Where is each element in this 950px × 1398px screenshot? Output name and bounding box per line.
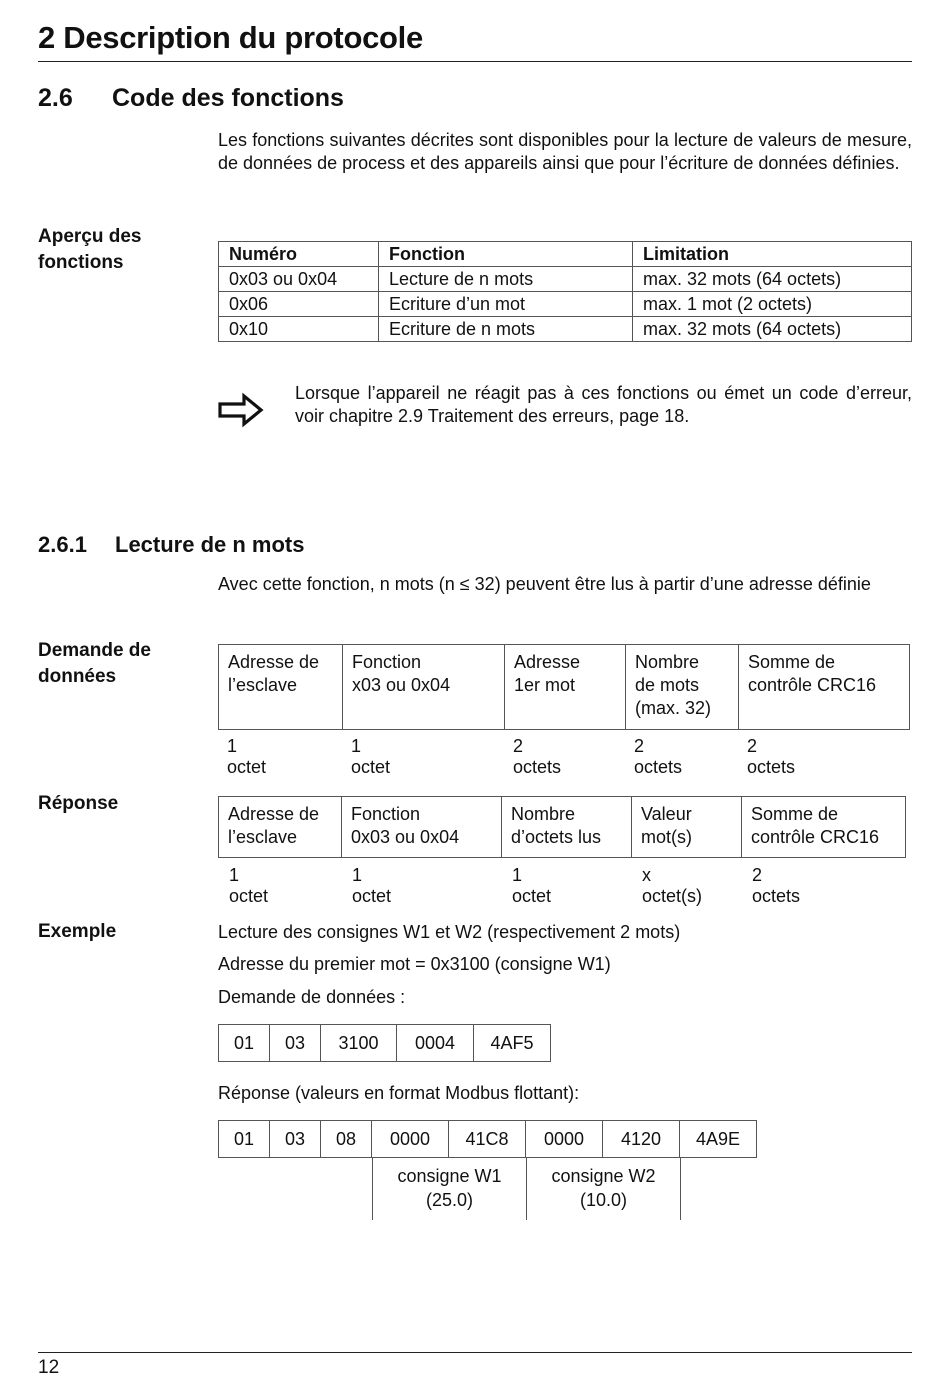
request-frame [218, 644, 910, 730]
cell-line: 1er mot [514, 675, 576, 695]
request-function-cell [343, 645, 505, 730]
example-line2: Adresse du premier mot = 0x3100 (consigne W1) [218, 954, 611, 974]
size-label: 1 octet [229, 865, 269, 906]
w1-value: (25.0) [425, 1190, 474, 1210]
table-cell: Ecriture d’un mot [379, 292, 633, 317]
table-row [219, 1121, 757, 1158]
note-text: Lorsque l’appareil ne réagit pas à ces fonctions ou émet un code d’erreur, voir chapitre 2.9 Traitement des erreurs, page 18. [295, 383, 912, 426]
cell-line [228, 651, 333, 674]
table-cell: max. 32 mots (64 octets) [633, 267, 912, 292]
cell-line: mot(s) [641, 827, 692, 847]
response-function-cell [342, 797, 502, 858]
byte-cell: 08 [321, 1121, 372, 1158]
response-value-cell [632, 797, 742, 858]
function-table [218, 241, 912, 342]
size-label: 2 octets [752, 865, 801, 906]
example-label: Exemple [38, 921, 117, 942]
request-slave-address-cell [219, 645, 343, 730]
byte-cell: 03 [270, 1025, 321, 1062]
example-request-bytes [218, 1024, 551, 1062]
size-label: 2 octets [513, 736, 562, 777]
w2-label: consigne W2 [551, 1166, 656, 1186]
table-row [219, 797, 906, 858]
byte-cell: 03 [270, 1121, 321, 1158]
w2-caption [527, 1164, 680, 1212]
response-label: Réponse [38, 793, 119, 814]
cell-line: l’esclave [228, 827, 298, 847]
byte-cell: 41C8 [449, 1121, 526, 1158]
subsection-number: 2.6.1 [38, 532, 87, 557]
cell-line: Fonction [352, 652, 422, 672]
request-label-line2: données [38, 666, 117, 687]
request-crc-cell [739, 645, 910, 730]
response-slave-address-cell [219, 797, 342, 858]
cell-line: l’esclave [228, 675, 298, 695]
cell-line: Nombre [511, 804, 576, 824]
cell-line: Nombre [635, 652, 700, 672]
byte-cell: 4AF5 [474, 1025, 551, 1062]
size-label: 2 octets [634, 736, 683, 777]
table-header: Limitation [633, 242, 912, 267]
byte-cell: 0000 [526, 1121, 603, 1158]
size-label: x octet(s) [642, 865, 703, 906]
request-label [38, 638, 198, 690]
request-label-line1: Demande de [38, 640, 151, 661]
size-label: 1 octet [227, 736, 267, 777]
cell-line: de mots [635, 675, 700, 695]
request-word-count-cell [626, 645, 739, 730]
arrow-right-icon [218, 392, 264, 433]
byte-cell: 0004 [397, 1025, 474, 1062]
table-cell: 0x06 [219, 292, 379, 317]
byte-cell: 01 [219, 1025, 270, 1062]
cell-line: contrôle CRC16 [748, 675, 877, 695]
cell-line: Valeur [641, 804, 692, 824]
cell-line: contrôle CRC16 [751, 827, 880, 847]
cell-line: 0x03 ou 0x04 [351, 827, 460, 847]
w2-value: (10.0) [579, 1190, 628, 1210]
section-number: 2.6 [38, 84, 73, 112]
cell-line: Adresse [514, 652, 581, 672]
size-label: 1 octet [352, 865, 392, 906]
table-cell: max. 1 mot (2 octets) [633, 292, 912, 317]
cell-line: d’octets lus [511, 827, 602, 847]
request-first-word-cell [505, 645, 626, 730]
overview-label-line2: fonctions [38, 252, 124, 273]
page-number: 12 [38, 1357, 60, 1378]
cell-line: Fonction [351, 804, 421, 824]
response-frame [218, 796, 906, 858]
table-cell: Lecture de n mots [379, 267, 633, 292]
subsection-intro: Avec cette fonction, n mots (n ≤ 32) peuvent être lus à partir d’une adresse définie [218, 574, 871, 594]
byte-cell: 01 [219, 1121, 270, 1158]
cell-line: x03 ou 0x04 [352, 675, 451, 695]
byte-cell: 4A9E [680, 1121, 757, 1158]
cell-line: Somme de [748, 652, 836, 672]
group-divider [680, 1158, 681, 1220]
table-row [219, 267, 912, 292]
example-line1: Lecture des consignes W1 et W2 (respectivement 2 mots) [218, 922, 681, 942]
table-cell: Ecriture de n mots [379, 317, 633, 342]
table-header-row [219, 242, 912, 267]
table-row [219, 645, 910, 730]
w1-caption [373, 1164, 526, 1212]
table-cell: 0x10 [219, 317, 379, 342]
table-cell: max. 32 mots (64 octets) [633, 317, 912, 342]
response-byte-count-cell [502, 797, 632, 858]
subsection-title: Lecture de n mots [115, 532, 305, 557]
response-crc-cell [742, 797, 906, 858]
section-heading [38, 84, 344, 113]
example-line3: Demande de données : [218, 987, 406, 1007]
table-header: Numéro [219, 242, 379, 267]
size-label: 1 octet [512, 865, 552, 906]
size-label: 1 octet [351, 736, 391, 777]
w1-label: consigne W1 [397, 1166, 502, 1186]
subsection-heading [38, 532, 304, 558]
section-title: Code des fonctions [112, 84, 344, 112]
cell-line: (max. 32) [635, 698, 712, 718]
cell-word: Adresse de [228, 652, 320, 672]
cell-line: Adresse de [228, 804, 320, 824]
byte-cell: 3100 [321, 1025, 397, 1062]
example-response-caption: Réponse (valeurs en format Modbus flottant): [218, 1083, 580, 1103]
table-row [219, 292, 912, 317]
table-cell: 0x03 ou 0x04 [219, 267, 379, 292]
byte-cell: 4120 [603, 1121, 680, 1158]
overview-label-line1: Aperçu des [38, 226, 142, 247]
table-header: Fonction [379, 242, 633, 267]
header-rule [38, 61, 912, 62]
size-label: 2 octets [747, 736, 796, 777]
section-intro: Les fonctions suivantes décrites sont disponibles pour la lecture de valeurs de mesure, de données de process et des appareils ainsi que pour l’écriture de données définies. [218, 130, 912, 173]
table-row [219, 1025, 551, 1062]
byte-cell: 0000 [372, 1121, 449, 1158]
example-response-bytes [218, 1120, 757, 1158]
overview-label [38, 224, 198, 276]
chapter-title: 2 Description du protocole [38, 20, 423, 55]
table-row [219, 317, 912, 342]
cell-line: Somme de [751, 804, 839, 824]
footer-rule [38, 1352, 912, 1353]
